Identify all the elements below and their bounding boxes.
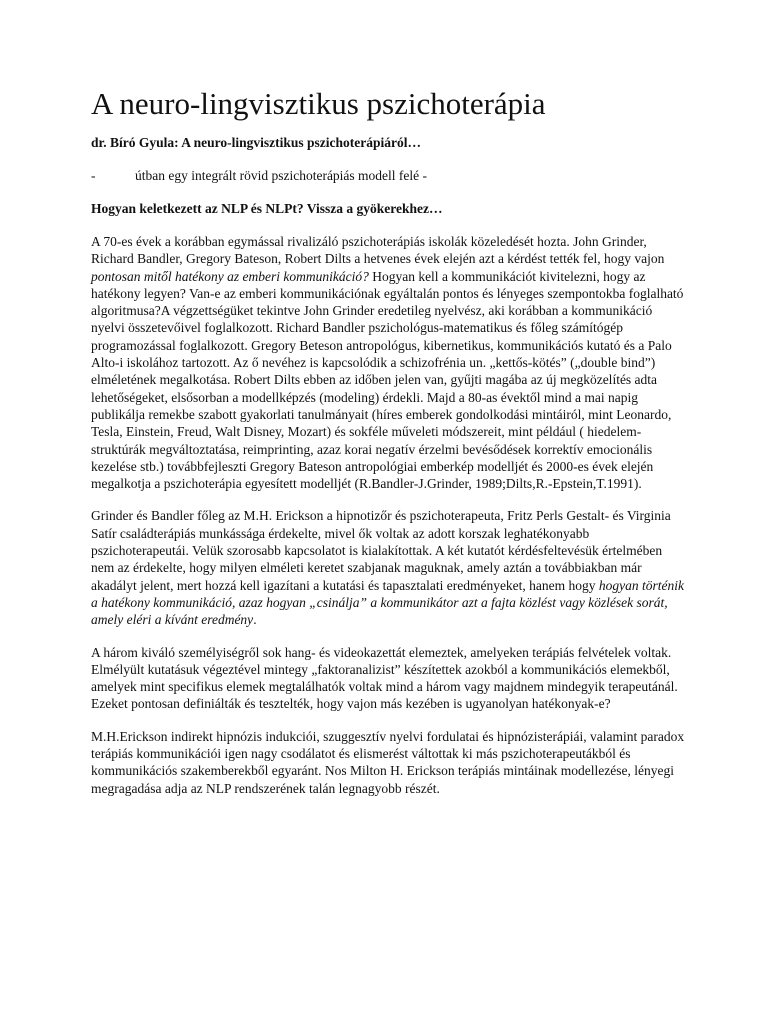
paragraph-text: Grinder és Bandler főleg az M.H. Erickson a hipnotizőr és pszichoterapeuta, Fritz Perls Gestalt- és Virginia Satír családterápiás munkássága érdekelte, mivel ők voltak az adott korszak leghatékonyabb pszichoterapeutái. Velük szorosabb kapcsolatot is kialakítottak. A két kutatót kérdésfeltevésük értelmében nem az érdekelte, hogy milyen elméleti keretet szabjanak maguknak, amely aztán a továbbiakban már akadályt jelent, mert hozzá kell igazítani a kutatási és tapasztalati eredményeket, hanem hogy (91, 508, 671, 593)
document-subtitle (91, 167, 685, 185)
paragraph-1 (91, 233, 685, 492)
paragraph-4 (91, 728, 685, 797)
paragraph-text: Hogyan kell a kommunikációt kivitelezni, hogy az hatékony legyen? Van-e az emberi kommunikációnak egyáltalán pontos és lényeges szempontokba foglalható algoritmusa?A végzettségüket tekintve John Grinder eredetileg nyelvész, aki korábban a kommunikáció nyelvi összetevőivel foglalkozott. Richard Bandler pszichológus-matematikus és főleg számítógép programozással foglalkozott. Gregory Beteson antropológus, kibernetikus, kommunikációs kutató és a Palo Alto-i iskolához tartozott. Az ő nevéhez is kapcsolódik a schizofrénia un. „kettős-kötés” („double bind”) elméletének megalkotása. Robert Dilts ebben az időben jelen van, gyűjti magába az új megközelítés adta lehetőségeket, elsősorban a modellképzés (modeling) érdekli. Majd a 80-as évektől mind a mai napig publikálja remekbe szabott gyakorlati tanulmányait (híres emberek gondolkodási mintáiról, mint Leonardo, Tesla, Einstein, Freud, Walt Disney, Mozart) és sokféle műveleti módszereit, mint például ( hiedelem-struktúrák megváltoztatása, reimprinting, azaz korai negatív érzelmi bevésődések korrektív emocionális kezelése stb.) továbbfejleszti Gregory Bateson antropológiai emberkép modelljét és 2000-es évek elején megalkotja a pszichoterápia egyesített modelljét (R.Bandler-J.Grinder, 1989;Dilts,R.-Epstein,T.1991). (91, 268, 684, 492)
author-byline: dr. Bíró Gyula: A neuro-lingvisztikus pszichoterápiáról… (91, 135, 422, 150)
paragraph-text: A 70-es évek a korábban egymással rivalizáló pszichoterápiás iskolák közeledését hozta. John Grinder, Richard Bandler, Gregory Bateson, Robert Dilts a hetvenes évek elején azt a kérdést tették fel, hogy vajon (91, 234, 665, 267)
paragraph-text: M.H.Erickson indirekt hipnózis indukciói, szuggesztív nyelvi fordulatai és hipnózisterápiái, valamint paradox terápiás kommunikációi igen nagy csodálatot és elismerést váltottak ki más pszichoterapeutákból és kommunikációs szakemberekből egyaránt. Nos Milton H. Erickson terápiás mintáinak modellezése, lényegi megragadása adja az NLP rendszerének talán legnagyobb részét. (91, 728, 685, 796)
subtitle-bullet: - (91, 168, 96, 183)
document-page (91, 84, 685, 797)
paragraph-2 (91, 507, 685, 628)
paragraph-3 (91, 644, 685, 713)
paragraph-italic-text: pontosan mitől hatékony az emberi kommunikáció? (91, 268, 369, 284)
subtitle-text: útban egy integrált rövid pszichoterápiás modell felé - (135, 168, 428, 183)
paragraph-text: A három kiváló személyiségről sok hang- és videokazettát elemeztek, amelyeken terápiás felvételek voltak. Elmélyült kutatásuk végeztével mintegy „faktoranalizist” készítettek azokból a kommunikációs elemekből, amelyek mint specifikus elemek megtalálhatók voltak mind a három vagy majdnem mindegyik terapeutánál. Ezeket pontosan definiálták és tesztelték, hogy vajon más kezében is ugyanolyan hatékonyak-e? (91, 644, 678, 712)
paragraph-italic-text: hogyan történik a hatékony kommunikáció, azaz hogyan „csinálja” a kommunikátor azt a fajta közlést vagy közlések sorát, amely eléri a kívánt eredmény (91, 577, 685, 628)
paragraph-text: . (253, 612, 257, 628)
document-title: A neuro-lingvisztikus pszichoterápia (91, 86, 546, 121)
section-heading: Hogyan keletkezett az NLP és NLPt? Vissza a gyökerekhez… (91, 201, 443, 216)
